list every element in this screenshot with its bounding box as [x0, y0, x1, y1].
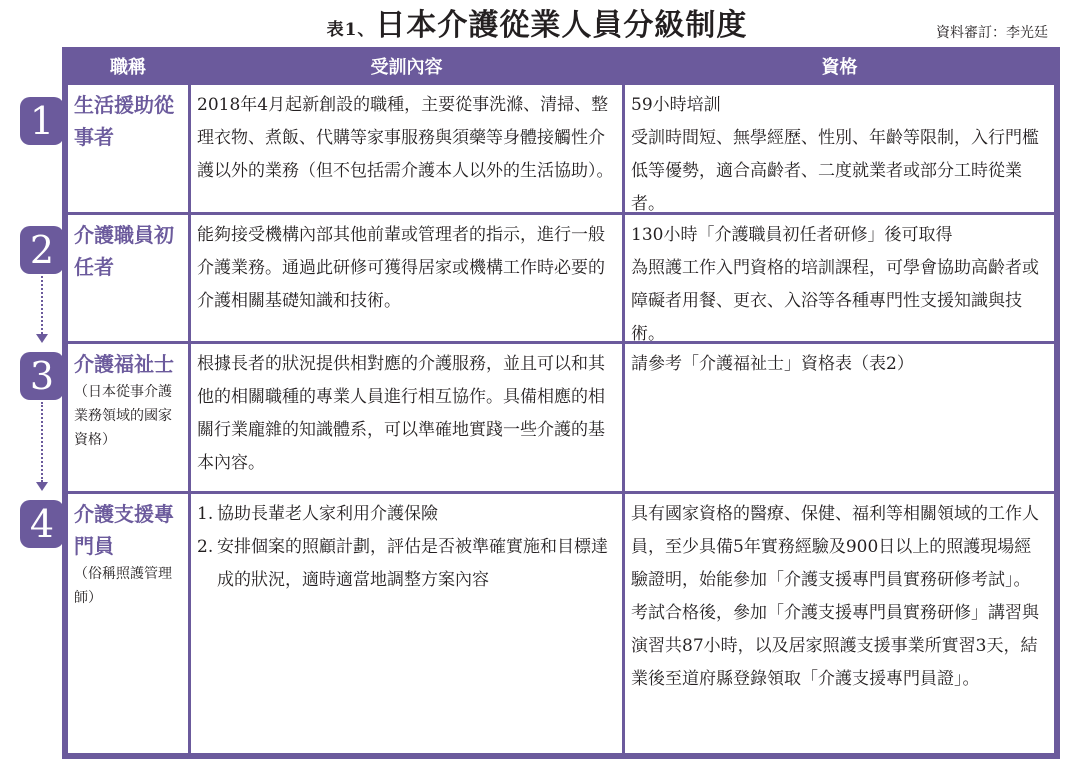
row-4-training-item-1: [197, 498, 616, 531]
row-1-role: 生活援助從事者: [74, 93, 174, 149]
row-4-training-item-2-number: 2.: [197, 537, 214, 557]
row-4-qualification-cell: [625, 494, 1054, 753]
row-1-qualification-cell: [625, 85, 1054, 212]
row-3-role-note: （日本從事介護業務領域的國家資格）: [74, 384, 172, 448]
connector-2-3-line: [41, 276, 43, 334]
step-badge-2: 2: [20, 226, 64, 274]
row-2-qualification-line-2: 為照護工作入門資格的培訓課程，可學會協助高齡者或障礙者用餐、更衣、入浴等各種專門性支援知識與技術。: [631, 258, 1039, 344]
table-title-main: 日本介護從業人員分級制度: [375, 8, 748, 43]
row-2-training: 能夠接受機構內部其他前輩或管理者的指示，進行一般介護業務。通過此研修可獲得居家或機構工作時必要的介護相關基礎知識和技術。: [197, 225, 605, 311]
step-badge-3: 3: [20, 352, 64, 400]
row-4-qualification-line-2: 考試合格後，參加「介護支援專門員實務研修」講習與演習共87小時，以及居家照護支援事業所實習3天，結業後至道府縣登錄領取「介護支援專門員證」。: [631, 603, 1039, 689]
row-2-role: 介護職員初任者: [74, 223, 174, 279]
connector-3-4-line: [41, 402, 43, 482]
row-1-training: 2018年4月起新創設的職種，主要從事洗滌、清掃、整理衣物、煮飯、代購等家事服務與須藥等身體接觸性介護以外的業務（但不包括需介護本人以外的生活協助）。: [197, 95, 614, 181]
row-3-training-cell: [191, 344, 622, 491]
row-1-qualification-line-2: 受訓時間短、無學經歷、性別、年齡等限制，入行門檻低等優勢，適合高齡者、二度就業者或部分工時從業者。: [631, 128, 1039, 214]
row-3-role-cell: [68, 344, 188, 491]
row-4-role: 介護支援專門員: [74, 502, 174, 558]
row-1-role-cell: [68, 85, 188, 212]
row-1-qualification-line-1: 59小時培訓: [631, 95, 721, 115]
row-2-role-cell: [68, 215, 188, 341]
table-title: [0, 6, 1074, 50]
row-3-qualification-line-1: 請參考「介護福祉士」資格表（表2）: [631, 354, 914, 374]
row-4-role-note: （俗稱照護管理師）: [74, 566, 172, 606]
row-4-role-cell: [68, 494, 188, 753]
header-qualification: 資格: [821, 57, 858, 78]
row-3-qualification-cell: [625, 344, 1054, 491]
header-training: 受訓內容: [370, 57, 443, 78]
connector-2-3-arrow-icon: [36, 334, 48, 343]
row-2-qualification-line-1: 130小時「介護職員初任者研修」後可取得: [631, 225, 953, 245]
row-3-training: 根據長者的狀況提供相對應的介護服務，並且可以和其他的相關職種的專業人員進行相互協作。具備相應的相關行業龐雜的知識體系，可以準確地實踐一些介護的基本內容。: [197, 354, 605, 473]
table-title-prefix: 表1、: [326, 20, 376, 40]
row-1-training-cell: [191, 85, 622, 212]
connector-3-4-arrow-icon: [36, 482, 48, 491]
row-4-training-item-2-text: 安排個案的照顧計劃，評估是否被準確實施和目標達成的狀況，適時適當地調整方案內容: [217, 537, 608, 590]
row-4-training-cell: [191, 494, 622, 753]
row-2-qualification-cell: [625, 215, 1054, 344]
row-4-training-item-1-text: 協助長輩老人家利用介護保險: [217, 504, 438, 524]
row-2-training-cell: [191, 215, 622, 341]
row-4-qualification-line-1: 具有國家資格的醫療、保健、福利等相關領域的工作人員，至少具備5年實務經驗及900日以上的照護現場經驗證明，始能參加「介護支援專門員實務研修考試」。: [631, 504, 1039, 590]
step-badge-4: 4: [20, 500, 64, 548]
qualification-table: [62, 47, 1060, 759]
row-4-training-item-1-number: 1.: [197, 504, 214, 524]
step-badge-1: 1: [20, 97, 64, 145]
header-role: 職稱: [110, 57, 146, 78]
editor-credit: 資料審訂：李光廷: [936, 25, 1048, 41]
row-4-training-item-2: [197, 531, 616, 597]
row-3-role: 介護福祉士: [74, 352, 174, 376]
